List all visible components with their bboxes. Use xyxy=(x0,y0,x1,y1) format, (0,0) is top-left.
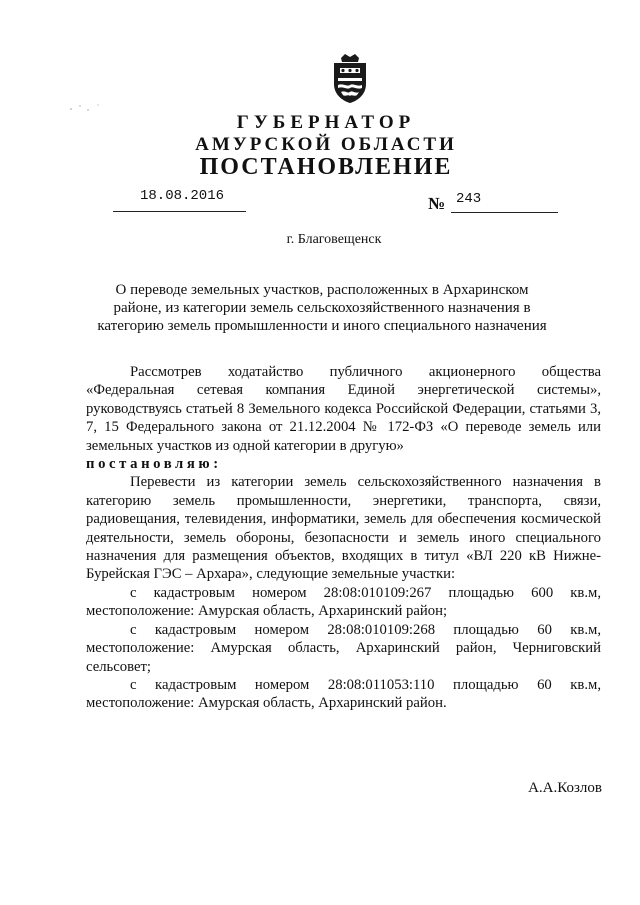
document-subject: О переводе земельных участков, расположенных в Архаринском районе, из категории земель сельскохозяйственного назначения в категорию земель промышленности и иного специального назначения xyxy=(97,282,547,334)
number-underline xyxy=(451,212,558,213)
list-item: с кадастровым номером 28:08:010109:268 площадью 60 кв.м, местоположение: Амурская область, Архаринский район, Черниговский сельсовет; xyxy=(86,621,601,675)
number-sign: № xyxy=(428,194,446,213)
document-number: 243 xyxy=(456,191,482,207)
list-item: с кадастровым номером 28:08:010109:267 площадью 600 кв.м, местоположение: Амурская область, Архаринский район; xyxy=(86,584,601,620)
document-body xyxy=(86,363,601,713)
list-item: с кадастровым номером 28:08:011053:110 площадью 60 кв.м, местоположение: Амурская область, Архаринский район. xyxy=(86,676,601,712)
resolve-heading xyxy=(86,455,601,473)
paragraph-decision: Перевести из категории земель сельскохозяйственного назначения в категорию земель промышленности, энергетики, транспорта, связи, радиовещания, телевидения, информатики, земель для обеспечения космической деятельности, земель обороны, безопасности и земель иного специального назначения для размещения объектов, входящих в титул «ВЛ 220 кВ Нижне-Бурейская ГЭС – Архара», следующие земельные участки: xyxy=(86,474,601,583)
signatory-name: А.А.Козлов xyxy=(528,780,602,796)
date-underline xyxy=(113,211,246,212)
paragraph-preamble: Рассмотрев ходатайство публичного акционерного общества «Федеральная сетевая компания Единой энергетической системы», руководствуясь статьей 8 Земельного кодекса Российской Федерации, статьями 3, 7, 15 Федерального закона от 21.12.2004 № 172-ФЗ «О переводе земель или земельных участков из одной категории в другую» xyxy=(86,364,601,454)
city-label: г. Благовещенск xyxy=(286,232,382,247)
document-type: ПОСТАНОВЛЕНИЕ xyxy=(199,154,453,180)
header-region: АМУРСКОЙ ОБЛАСТИ xyxy=(195,134,457,155)
document-date: 18.08.2016 xyxy=(140,188,225,204)
resolve-label: постановляю: xyxy=(86,456,222,473)
header-title: ГУБЕРНАТОР xyxy=(236,112,416,133)
coat-of-arms-icon xyxy=(329,52,371,104)
